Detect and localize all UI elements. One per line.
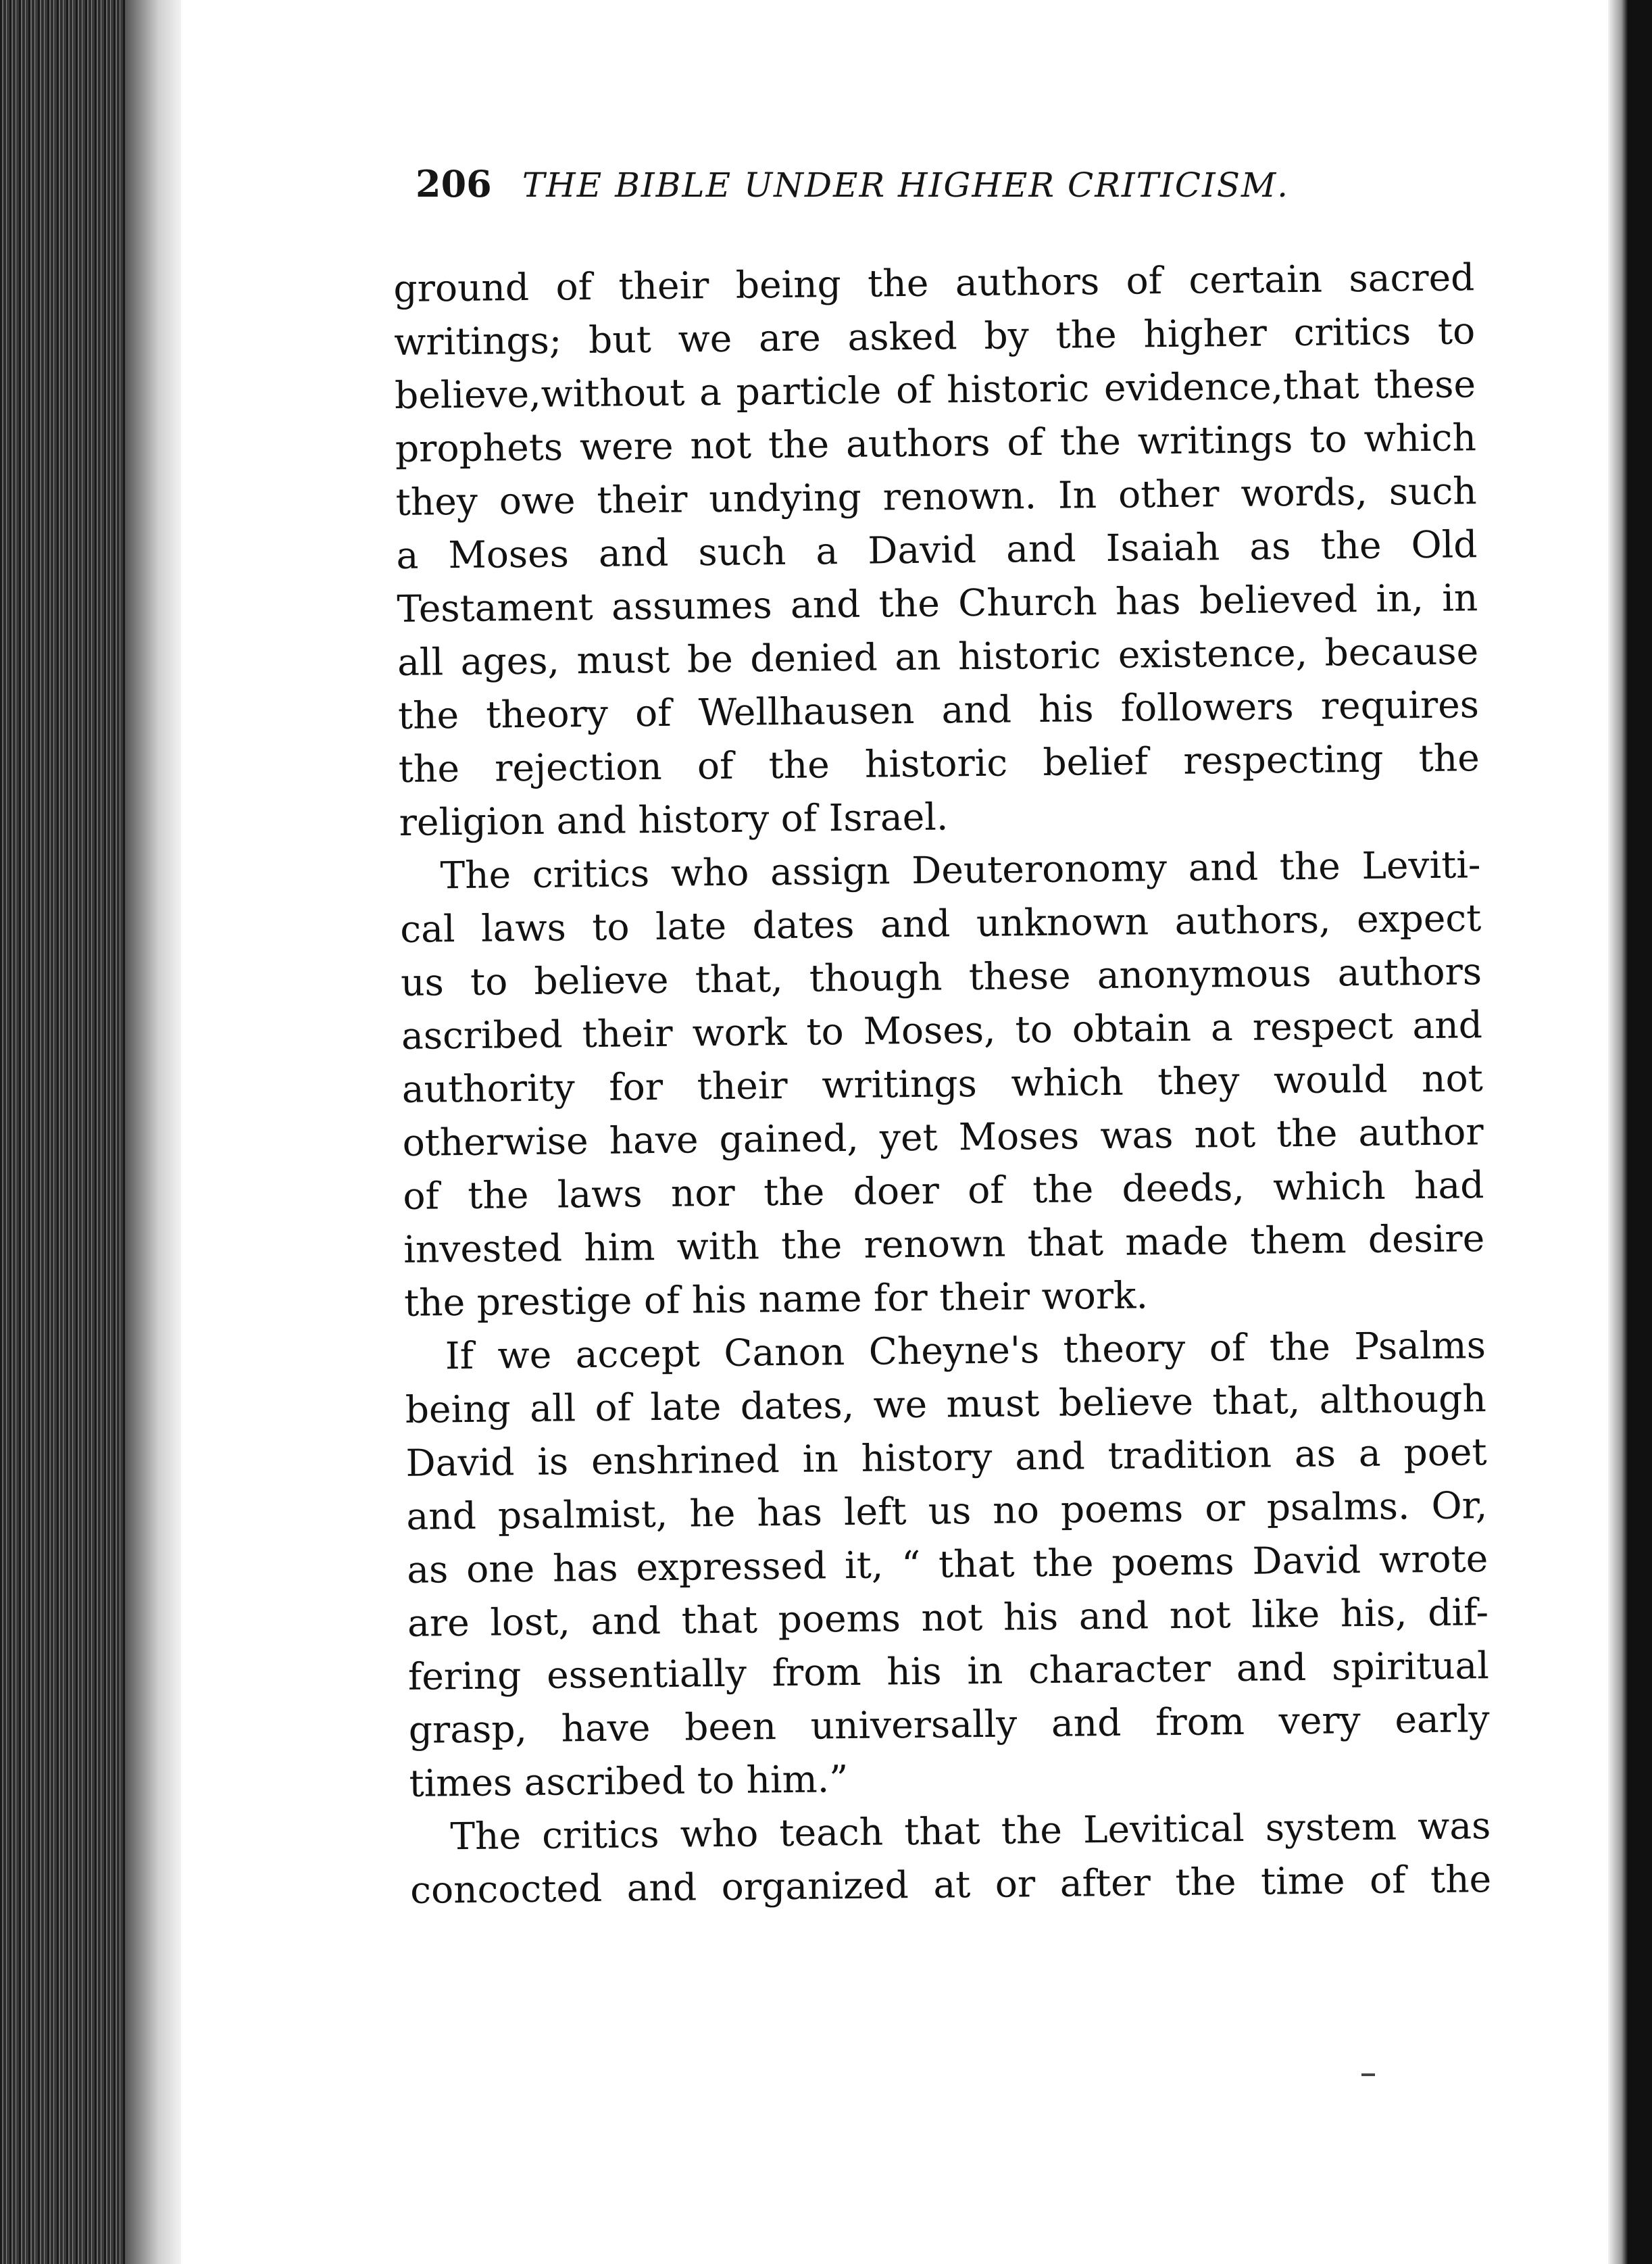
page-number: 206 [416,162,492,205]
paragraph-4 [409,1799,1492,1917]
text-line: religion and history of Israel. [399,795,949,844]
text-line: being all of late dates, we must believe that, although [405,1377,1487,1431]
text-line: Testament assumes and the Church has believed in, in [397,576,1478,631]
text-line: ascribed their work to Moses, to obtain a respect and [401,1003,1483,1058]
text-line: writings; but we are asked by the higher critics to [393,309,1476,364]
paragraph-1 [393,251,1480,850]
text-line: authority for their writings which they would not [401,1056,1484,1111]
text-line: cal laws to late dates and unknown authors, expect [400,896,1482,951]
text-line: all ages, must be denied an historic existence, because [397,629,1479,684]
text-line: fering essentially from his in character and spiritual [407,1644,1490,1698]
text-line: prophets were not the authors of the writings to which [395,416,1477,470]
right-page-edge [1608,0,1652,2264]
text-line: the prestige of his name for their work. [403,1273,1149,1325]
text-line: concocted and organized at or after the time of the [409,1857,1492,1912]
text-line: as one has expressed it, “ that the poems David wrote [406,1537,1488,1592]
text-line: times ascribed to him.” [409,1757,849,1805]
body-text [393,251,1492,1917]
text-line: ground of their being the authors of certain sacred [393,255,1475,310]
text-line: invested him with the renown that made them desire [403,1216,1485,1271]
paragraph-2 [399,838,1485,1330]
text-line: and psalmist, he has left us no poems or psalms. Or, [406,1483,1488,1538]
page-gutter-shadow [125,0,181,2264]
text-line: they owe their undying renown. In other words, such [395,469,1477,524]
text-line: The critics who assign Deuteronomy and the Leviti- [440,843,1481,897]
text-line: the rejection of the historic belief respecting the [398,736,1480,791]
running-title: THE BIBLE UNDER HIGHER CRITICISM. [522,166,1290,205]
text-line: believe,without a particle of historic evidence,that these [394,362,1476,417]
text-line: David is enshrined in history and tradition as a poet [405,1430,1487,1485]
ink-mark [1361,2073,1375,2076]
text-line: a Moses and such a David and Isaiah as the Old [396,522,1478,577]
text-line: grasp, have been universally and from very early [408,1697,1490,1752]
text-line: If we accept Canon Cheyne's theory of the Psalms [445,1323,1486,1378]
text-line: of the laws nor the doer of the deeds, which had [403,1163,1484,1218]
text-line: us to believe that, though these anonymous authors [400,950,1482,1004]
text-line: The critics who teach that the Levitical system was [450,1804,1491,1859]
text-line: the theory of Wellhausen and his followers requires [397,683,1480,737]
paragraph-3 [405,1319,1491,1811]
text-line: otherwise have gained, yet Moses was not the author [402,1110,1484,1164]
text-line: are lost, and that poems not his and not like his, dif- [407,1590,1489,1645]
running-head [416,162,1416,230]
